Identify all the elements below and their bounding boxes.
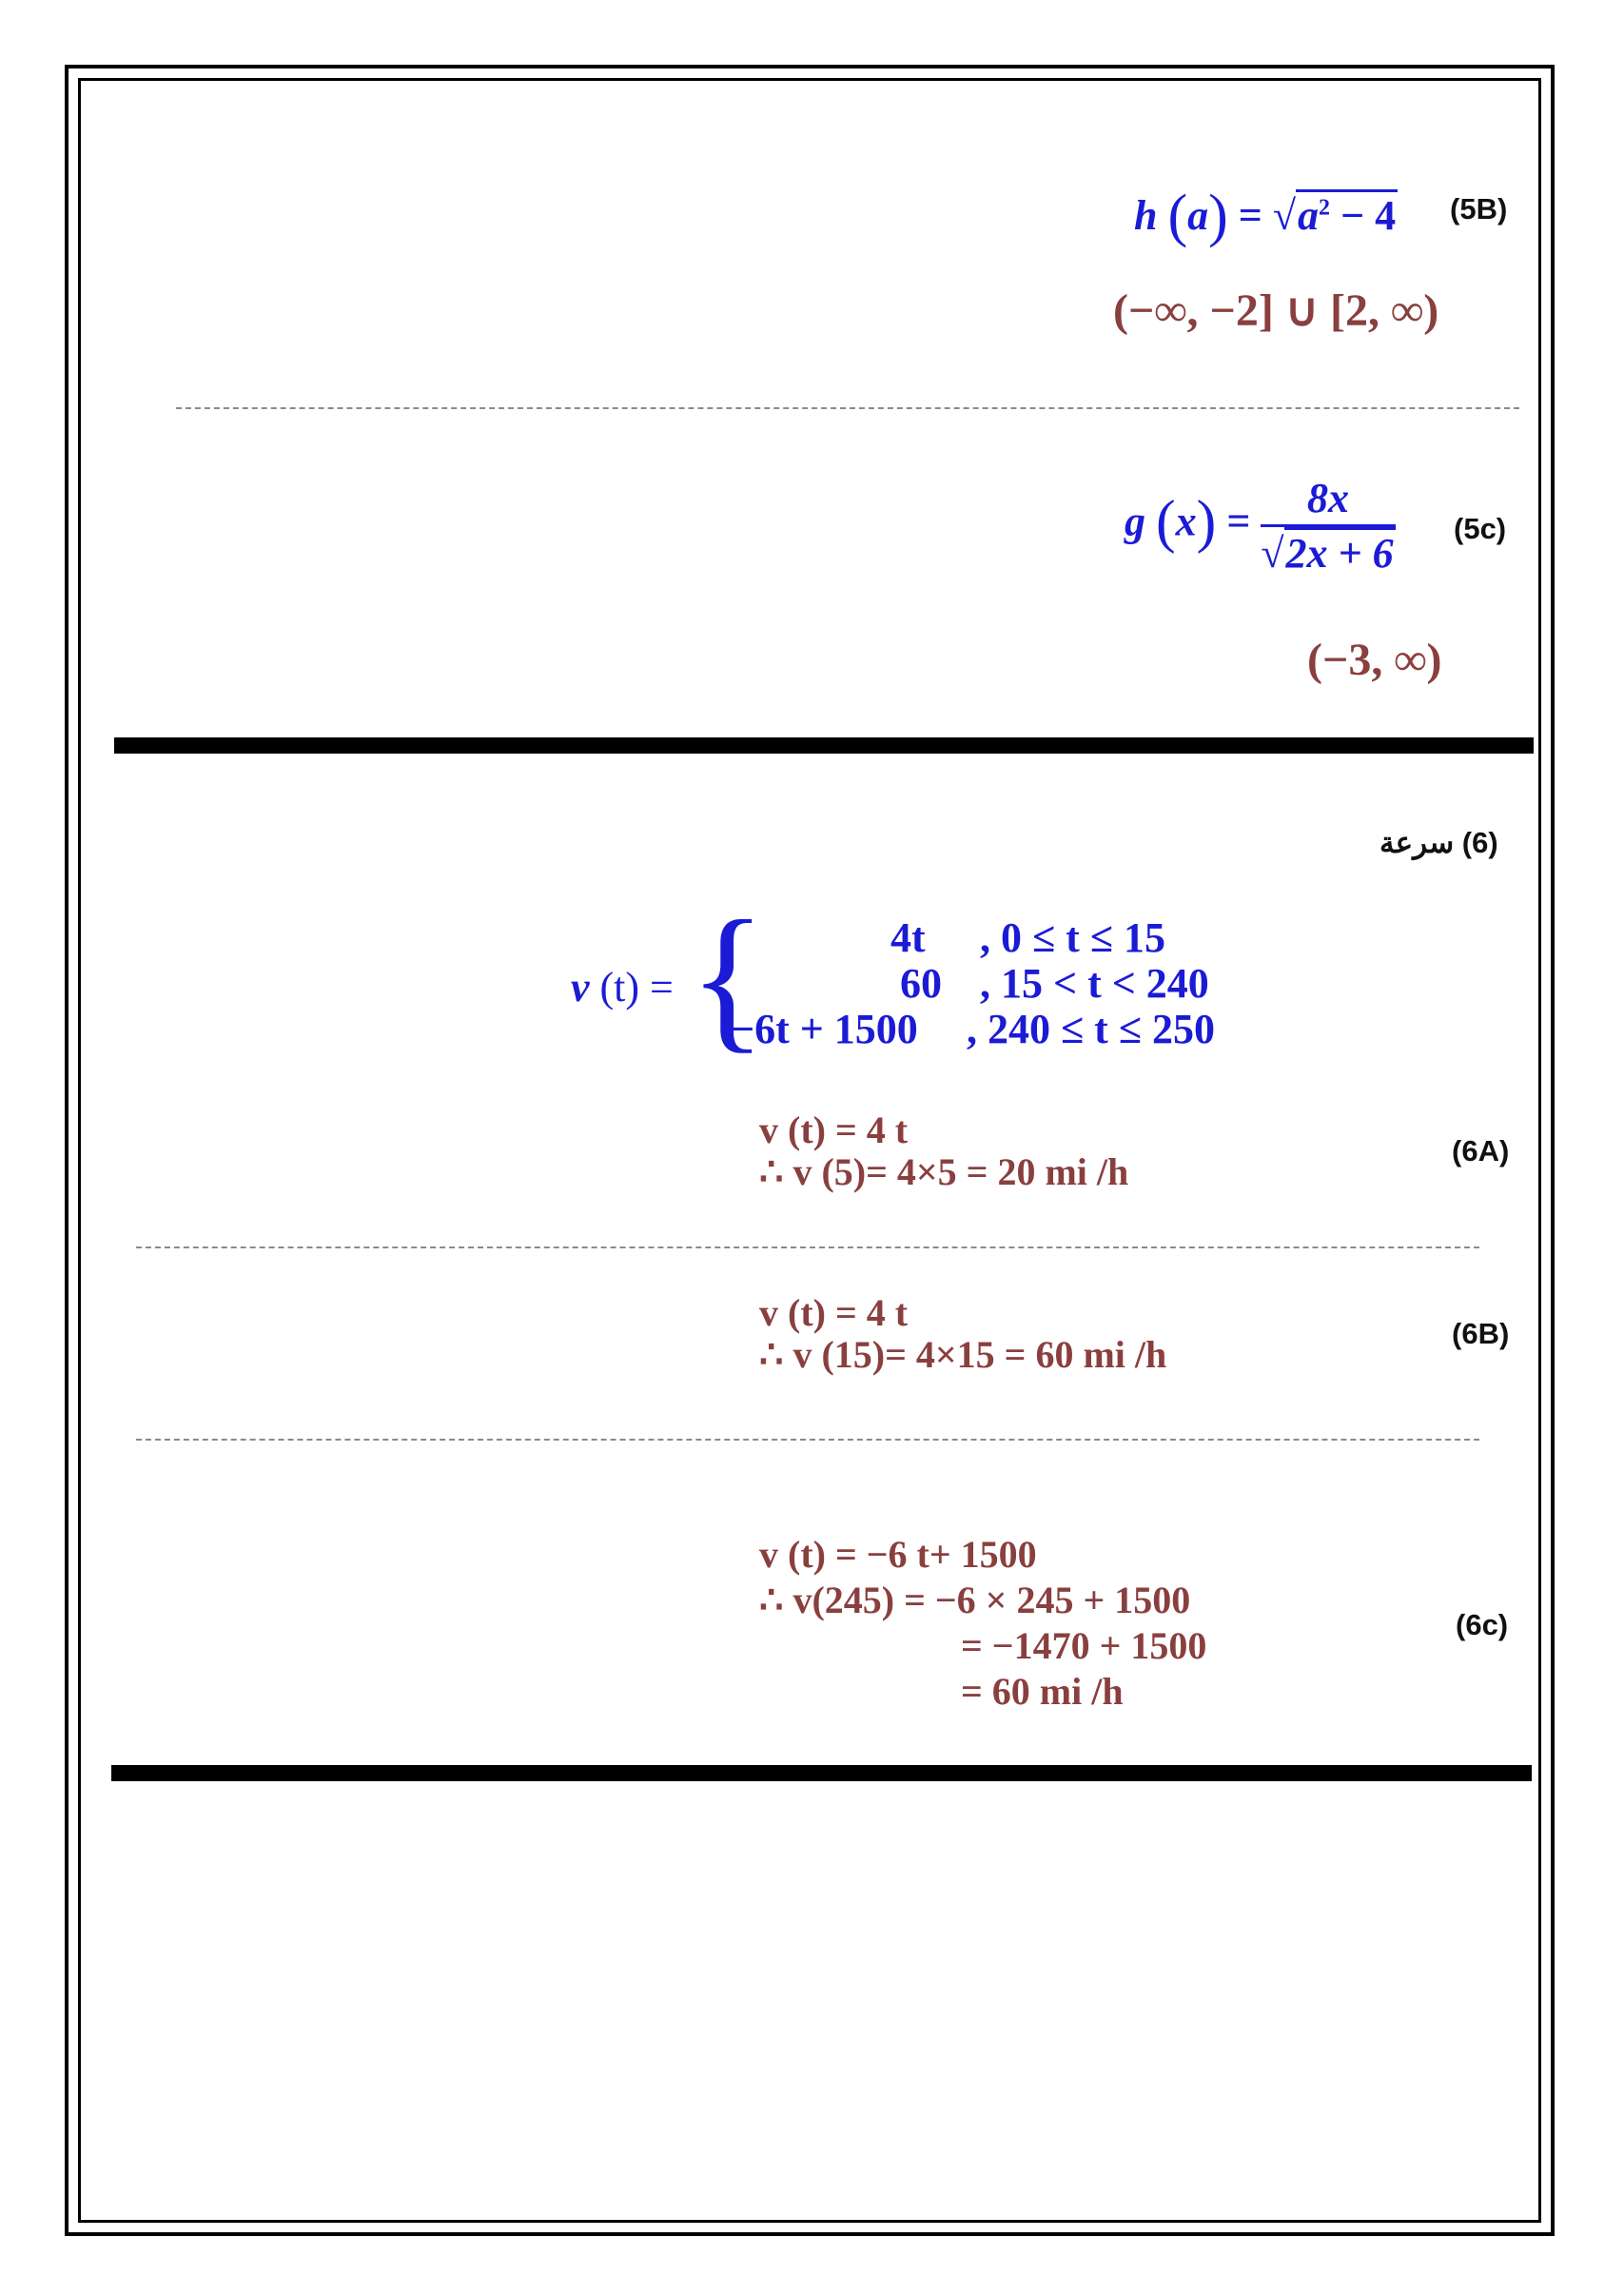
dashed-separator — [136, 1439, 1479, 1441]
answer-6c-line1: v (t) = −6 t+ 1500 — [759, 1533, 1037, 1576]
radical: $a^2 - 4$ — [1296, 189, 1398, 239]
piecewise-lhs: v (t) = — [571, 964, 674, 1011]
function-variable: a — [1187, 192, 1209, 239]
section-divider — [111, 1765, 1532, 1781]
case-cond-3: , 240 ≤ t ≤ 250 — [967, 1006, 1215, 1052]
question-5c-label: (5c) — [1454, 512, 1507, 545]
piecewise-brace: { — [689, 888, 767, 1067]
answer-6a-line1: v (t) = 4 t — [759, 1109, 909, 1151]
question-5b-formula: h $(a) = √a^2 - 4$ — [1134, 184, 1397, 248]
answer-6c-line3: = −1470 + 1500 — [961, 1624, 1207, 1667]
dashed-separator — [136, 1246, 1479, 1248]
question-6-label: (6) سرعة — [1379, 826, 1498, 859]
case-cond-2: , 15 < t < 240 — [980, 960, 1209, 1007]
question-6c-label: (6c) — [1456, 1608, 1509, 1641]
answer-5c-domain: (−3, ∞) — [1307, 635, 1442, 685]
question-5b-label: (5B) — [1450, 192, 1508, 226]
answer-5b-domain: (−∞, −2] ∪ [2, ∞) — [1113, 285, 1439, 336]
function-name: h — [1134, 192, 1158, 239]
answer-6b-line1: v (t) = 4 t — [759, 1291, 909, 1334]
case-expr-2: 60 — [900, 960, 942, 1007]
question-6a-label: (6A) — [1452, 1134, 1510, 1168]
answer-6c-line2: ∴ v(245) = −6 × 245 + 1500 — [759, 1579, 1191, 1621]
answer-6a-line2: ∴ v (5)= 4×5 = 20 mi /h — [759, 1150, 1129, 1193]
case-expr-3: −6t + 1500 — [731, 1006, 918, 1052]
case-cond-1: , 0 ≤ t ≤ 15 — [980, 914, 1165, 961]
fraction: $\frac{8x}{√2x + 6}$ — [1261, 475, 1394, 577]
answer-6c-line4: = 60 mi /h — [961, 1670, 1124, 1713]
answer-6b-line2: ∴ v (15)= 4×15 = 60 mi /h — [759, 1333, 1167, 1376]
dashed-separator — [176, 407, 1519, 409]
case-expr-1: 4t — [890, 914, 926, 961]
question-6b-label: (6B) — [1452, 1317, 1510, 1350]
section-divider — [114, 737, 1534, 754]
question-5c-formula: g (x) = $\frac{8x}{√2x + 6}$ — [1125, 475, 1394, 577]
